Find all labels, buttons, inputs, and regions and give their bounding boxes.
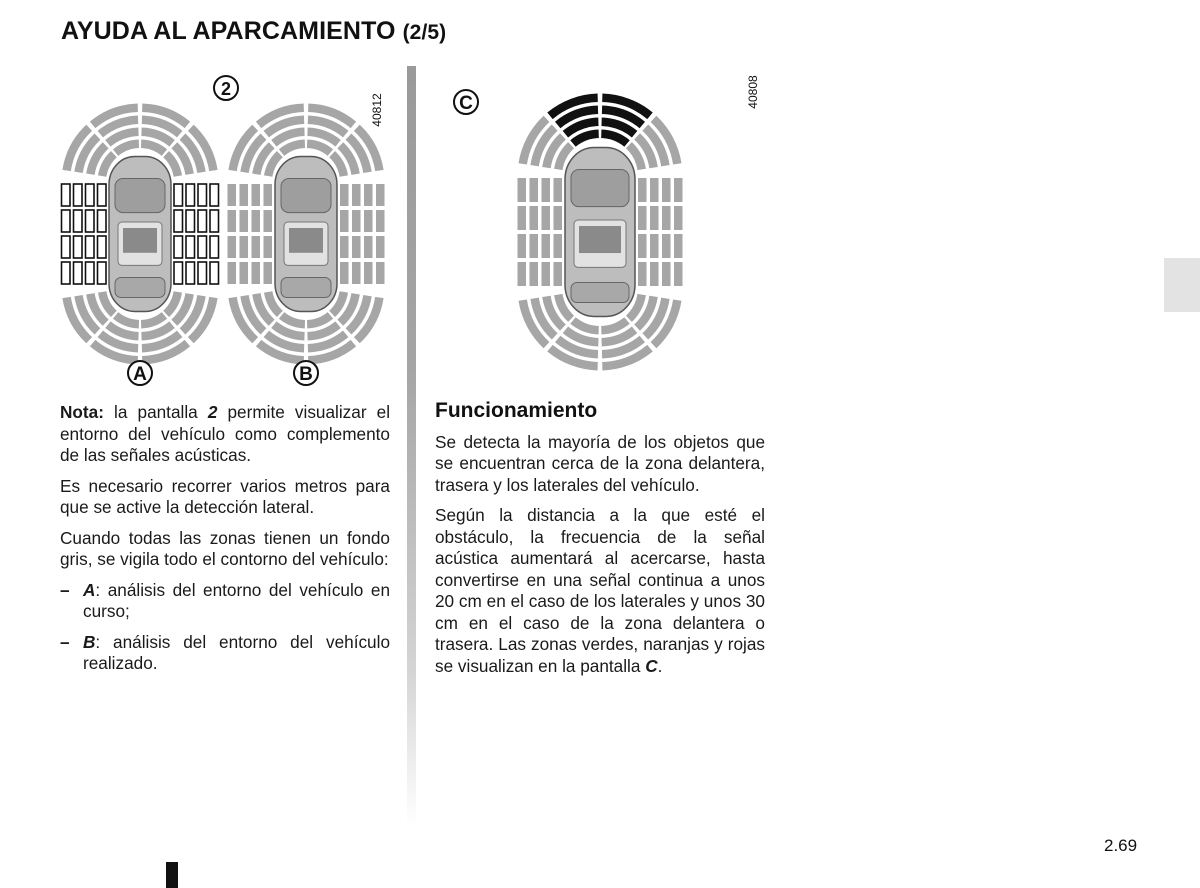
bottom-zone-segment — [282, 315, 305, 324]
top-zone-segment — [282, 144, 305, 153]
image-code-right: 40808 — [746, 75, 760, 109]
side-zone-segment — [650, 206, 659, 230]
right-text-column — [435, 400, 765, 686]
side-zone-segment — [252, 236, 261, 258]
side-zone-segment — [210, 210, 219, 232]
top-zone-segment — [573, 134, 599, 144]
top-zone-segment — [601, 134, 627, 144]
side-zone-segment — [554, 234, 563, 258]
side-zone-segment — [530, 234, 539, 258]
side-zone-segment — [228, 236, 237, 258]
side-zone-segment — [210, 236, 219, 258]
side-zone-segment — [174, 184, 183, 206]
title-text: AYUDA AL APARCAMIENTO — [61, 17, 396, 45]
side-zone-segment — [74, 262, 83, 284]
side-zone-segment — [518, 178, 527, 202]
list-text: : análisis del entorno del vehículo realizado. — [83, 631, 390, 673]
side-zone-segment — [674, 262, 683, 286]
side-zone-segment — [74, 184, 83, 206]
car-top-view — [565, 148, 635, 317]
side-zone-segment — [662, 262, 671, 286]
callout-a — [128, 361, 152, 385]
list-dash: – — [60, 579, 70, 600]
side-zone-segment — [198, 184, 207, 206]
column-divider — [407, 66, 416, 826]
side-zone-segment — [674, 206, 683, 230]
side-zone-segment — [352, 262, 361, 284]
side-zone-segment — [662, 234, 671, 258]
frequency-ref: C — [645, 655, 658, 676]
paragraph-detection: Se detecta la mayoría de los objetos que se encuentran cerca de la zona delantera, trasera y los laterales del vehículo. — [435, 431, 765, 495]
side-zone-segment — [240, 210, 249, 232]
side-zone-segment — [674, 178, 683, 202]
side-zone-segment — [352, 210, 361, 232]
side-zone-segment — [198, 236, 207, 258]
side-zone-segment — [530, 206, 539, 230]
side-zone-segment — [74, 236, 83, 258]
side-zone-segment — [198, 210, 207, 232]
side-zone-segment — [264, 236, 273, 258]
note-text-1: la pantalla — [114, 402, 198, 422]
frequency-end: . — [657, 655, 663, 676]
side-zone-segment — [518, 206, 527, 230]
side-zone-segment — [542, 262, 551, 286]
side-zone-segment — [186, 184, 195, 206]
side-zone-segment — [364, 262, 373, 284]
page-number: 2.69 — [1104, 836, 1138, 855]
top-zone-segment — [116, 144, 139, 153]
side-zone-segment — [638, 262, 647, 286]
paragraph-frequency — [435, 505, 765, 677]
callout-a-label: A — [133, 364, 147, 385]
callout-b-label: B — [299, 364, 313, 385]
section-heading: Funcionamiento — [435, 399, 598, 422]
bottom-zone-segment — [601, 321, 627, 331]
side-zone-segment — [62, 236, 71, 258]
callout-b — [294, 361, 318, 385]
side-zone-segment — [252, 262, 261, 284]
side-zone-segment — [198, 262, 207, 284]
note-ref: 2 — [207, 402, 218, 422]
list-item — [60, 580, 390, 623]
side-zone-segment — [554, 178, 563, 202]
top-zone-segment — [307, 144, 330, 153]
side-zone-segment — [650, 178, 659, 202]
side-zone-segment — [340, 184, 349, 206]
side-zone-segment — [674, 234, 683, 258]
callout-2-label: 2 — [220, 79, 232, 99]
side-zone-segment — [340, 210, 349, 232]
list-item — [60, 632, 390, 675]
side-zone-segment — [86, 262, 95, 284]
callout-c — [454, 90, 478, 114]
side-zone-segment — [542, 234, 551, 258]
chapter-tab — [1164, 258, 1200, 312]
list-ref: A — [83, 579, 96, 600]
side-zone-segment — [186, 210, 195, 232]
side-zone-segment — [662, 178, 671, 202]
side-zone-segment — [186, 236, 195, 258]
side-zone-segment — [228, 184, 237, 206]
paragraph-lateral-detection: Es necesario recorrer varios metros para que se active la detección lateral. — [60, 475, 390, 517]
list-dash: – — [60, 631, 70, 652]
side-zone-segment — [662, 206, 671, 230]
side-zone-segment — [376, 184, 385, 206]
screen-list — [60, 580, 390, 675]
side-zone-segment — [264, 210, 273, 232]
screen-b-diagram — [228, 108, 385, 360]
side-zone-segment — [62, 210, 71, 232]
side-zone-segment — [86, 184, 95, 206]
side-zone-segment — [186, 262, 195, 284]
side-zone-segment — [364, 184, 373, 206]
side-zone-segment — [364, 236, 373, 258]
side-zone-segment — [174, 236, 183, 258]
side-zone-segment — [542, 206, 551, 230]
side-zone-segment — [174, 262, 183, 284]
side-zone-segment — [240, 262, 249, 284]
side-zone-segment — [98, 184, 107, 206]
side-zone-segment — [210, 184, 219, 206]
screen-c-diagram — [518, 98, 683, 366]
side-zone-segment — [518, 234, 527, 258]
paragraph-gray-zones: Cuando todas las zonas tienen un fondo gris, se vigila todo el contorno del vehículo: — [60, 527, 390, 569]
side-zone-segment — [650, 234, 659, 258]
bottom-zone-segment — [307, 315, 330, 324]
side-zone-segment — [98, 210, 107, 232]
side-zone-segment — [98, 262, 107, 284]
frequency-text: Según la distancia a la que esté el obstáculo, la frecuencia de la señal acústica aumentará al acercarse, hasta convertirse en una señal continua a unos 20 cm en el caso de los laterales y unos 30 cm en el caso de la zona delantera o trasera. Las zonas verdes, naranjas y rojas se visualizan en la pantalla — [435, 505, 765, 676]
side-zone-segment — [530, 178, 539, 202]
side-zone-segment — [376, 236, 385, 258]
top-zone-segment — [141, 144, 164, 153]
side-zone-segment — [252, 210, 261, 232]
side-zone-segment — [340, 236, 349, 258]
parking-display-figure-ab — [60, 66, 390, 388]
side-zone-segment — [228, 210, 237, 232]
note-text-2: permite visualizar el entorno del vehículo como complemento de las señales acústicas. — [60, 402, 391, 465]
page-title — [61, 17, 446, 46]
side-zone-segment — [228, 262, 237, 284]
side-zone-segment — [74, 210, 83, 232]
side-zone-segment — [542, 178, 551, 202]
side-zone-segment — [518, 262, 527, 286]
side-zone-segment — [638, 178, 647, 202]
left-text-column — [60, 402, 390, 684]
side-zone-segment — [554, 262, 563, 286]
side-zone-segment — [264, 184, 273, 206]
side-zone-segment — [264, 262, 273, 284]
note-paragraph — [60, 402, 390, 467]
side-zone-segment — [530, 262, 539, 286]
side-zone-segment — [376, 210, 385, 232]
car-top-view — [109, 157, 171, 312]
bottom-zone-segment — [116, 315, 139, 324]
side-zone-segment — [554, 206, 563, 230]
side-zone-segment — [650, 262, 659, 286]
page-edge-mark — [166, 862, 178, 888]
side-zone-segment — [86, 236, 95, 258]
callout-c-label: C — [459, 93, 473, 114]
side-zone-segment — [638, 206, 647, 230]
side-zone-segment — [340, 262, 349, 284]
image-code-left: 40812 — [370, 93, 384, 127]
list-text: : análisis del entorno del vehículo en curso; — [83, 579, 390, 621]
side-zone-segment — [352, 184, 361, 206]
note-label: Nota: — [60, 402, 104, 422]
side-zone-segment — [240, 236, 249, 258]
side-zone-segment — [210, 262, 219, 284]
screen-a-diagram — [62, 108, 219, 360]
side-zone-segment — [352, 236, 361, 258]
side-zone-segment — [376, 262, 385, 284]
callout-2 — [214, 76, 238, 100]
side-zone-segment — [638, 234, 647, 258]
side-zone-segment — [86, 210, 95, 232]
bottom-zone-segment — [141, 315, 164, 324]
side-zone-segment — [252, 184, 261, 206]
side-zone-segment — [240, 184, 249, 206]
title-suffix: (2/5) — [402, 21, 447, 44]
parking-display-figure-c — [440, 66, 770, 396]
side-zone-segment — [174, 210, 183, 232]
car-top-view — [275, 157, 337, 312]
side-zone-segment — [98, 236, 107, 258]
side-zone-segment — [62, 262, 71, 284]
list-ref: B — [83, 631, 96, 652]
side-zone-segment — [62, 184, 71, 206]
side-zone-segment — [364, 210, 373, 232]
bottom-zone-segment — [573, 321, 599, 331]
